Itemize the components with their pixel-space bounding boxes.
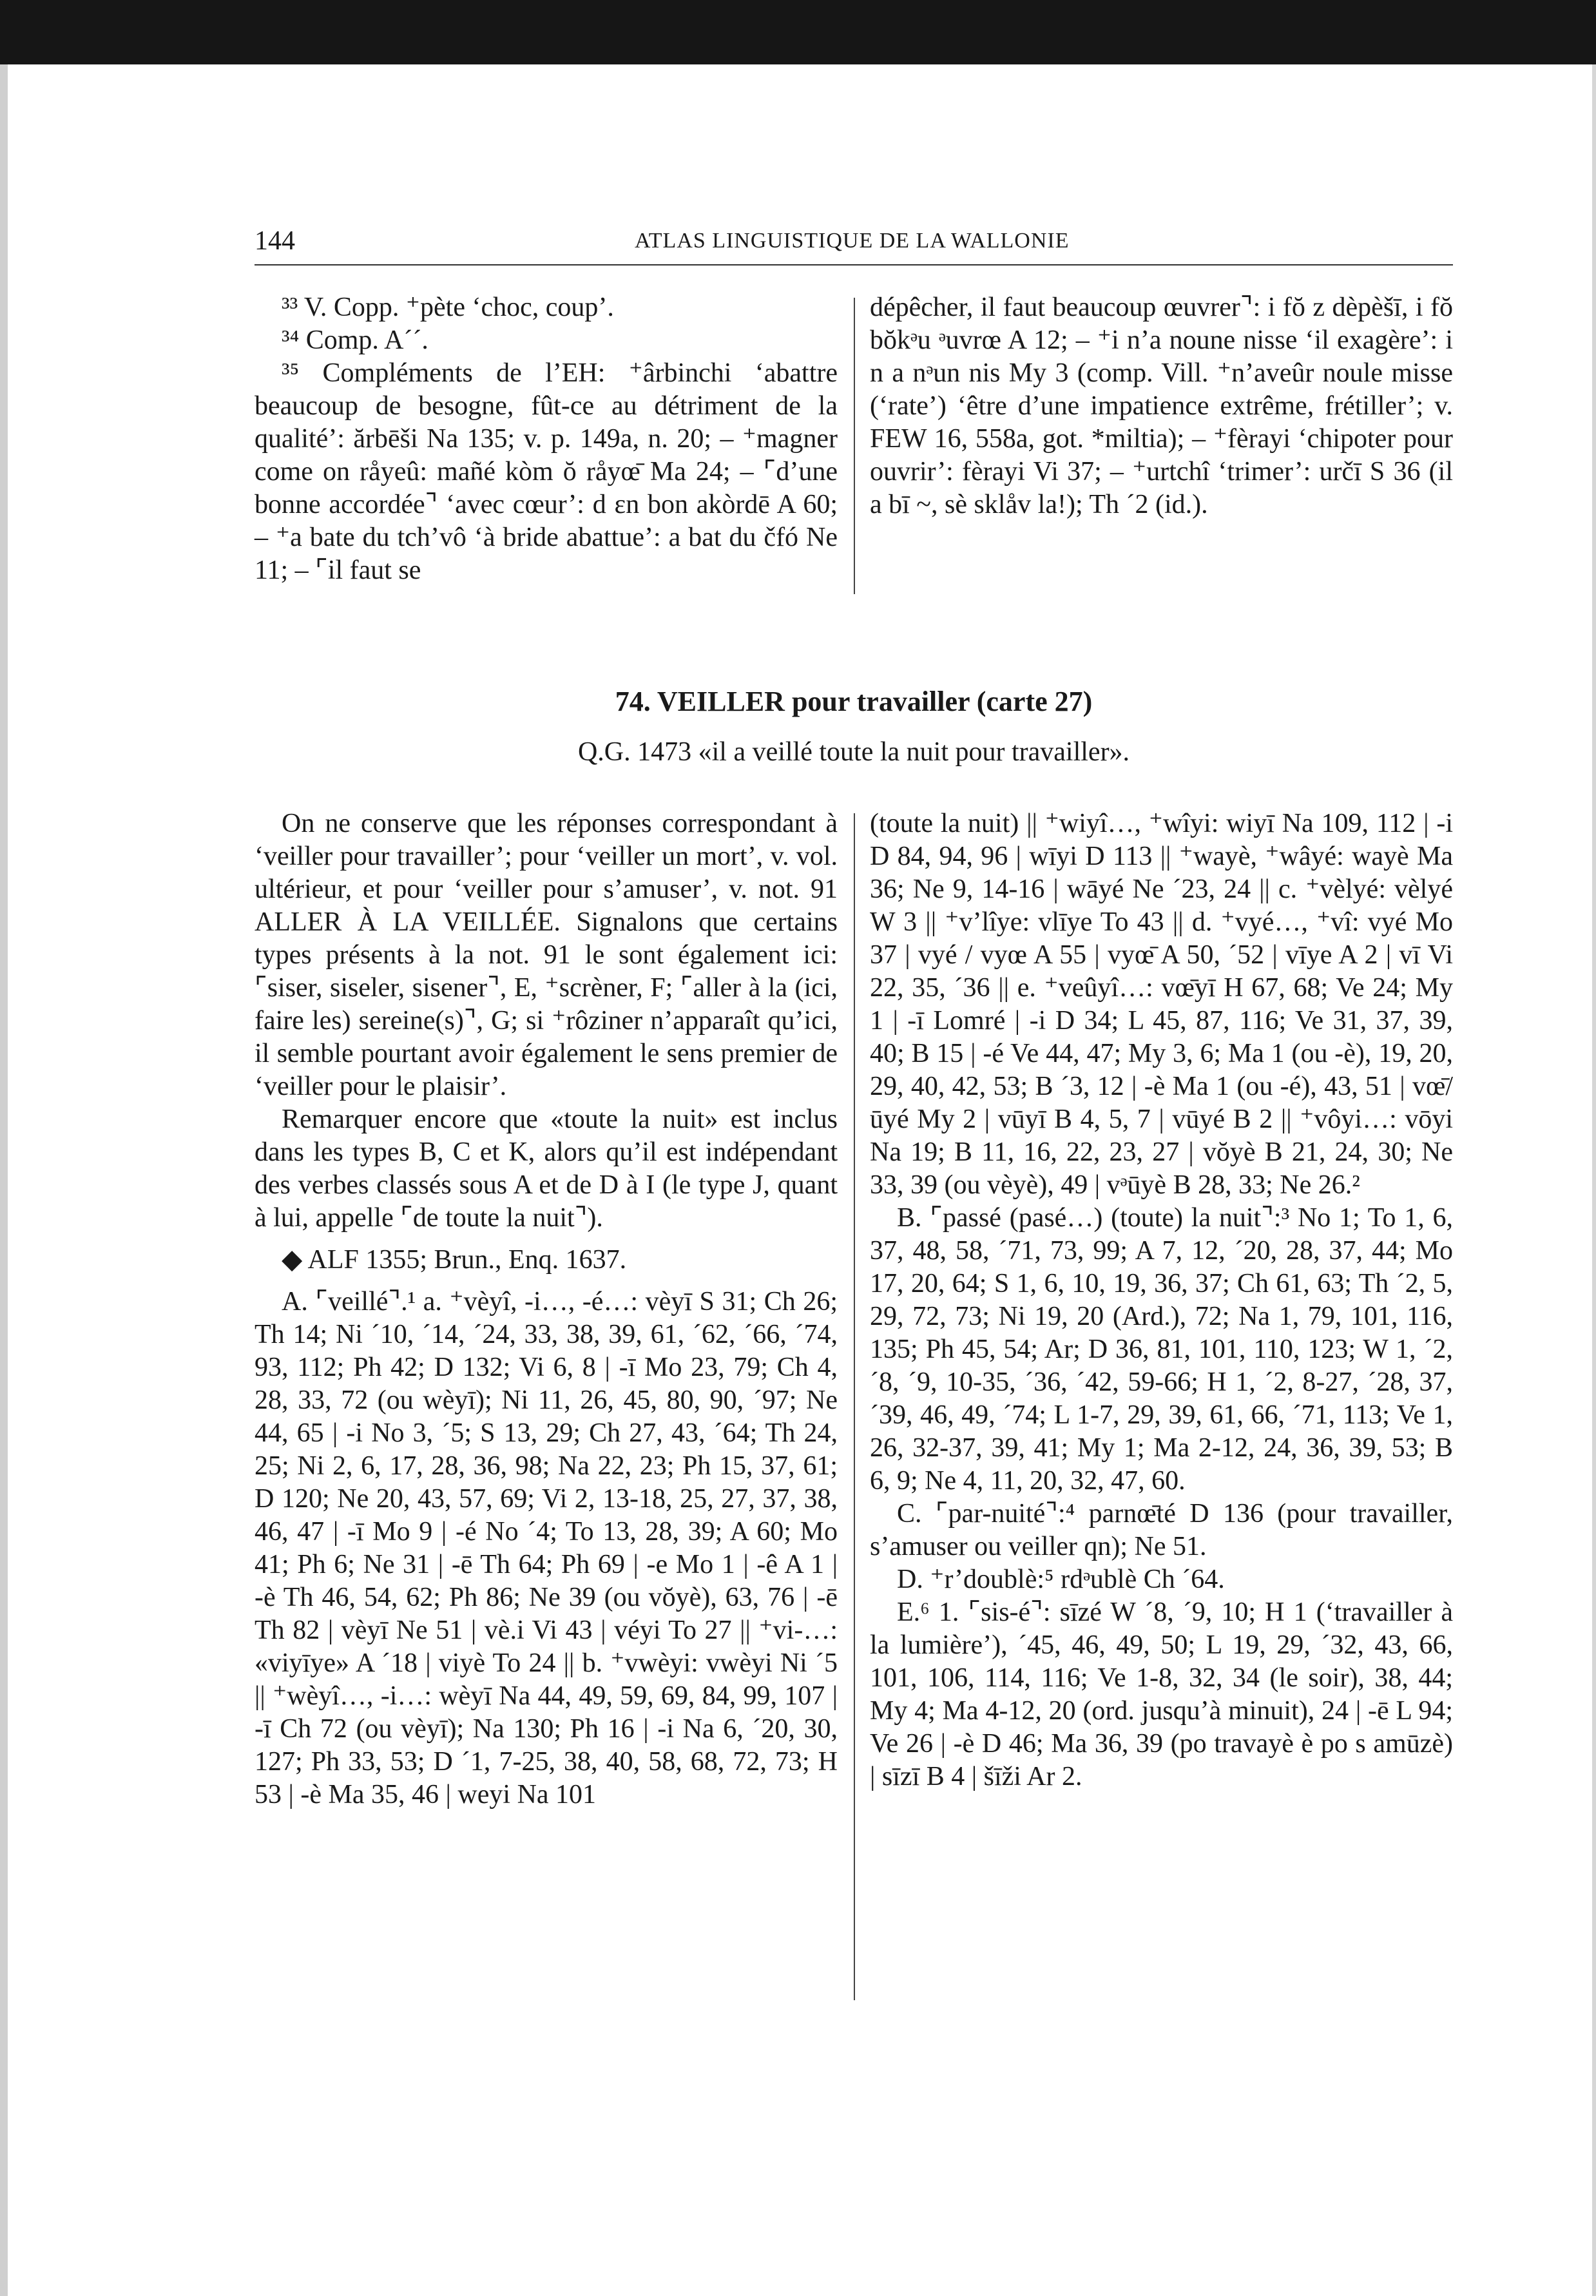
type-a-continued: (toute la nuit) || ⁺wiyî…, ⁺wîyi: wiyī Na 109, 112 | -i D 84, 94, 96 | wīyi D 113 || ⁺wayè, ⁺wâyé: wayè Ma 36; Ne 9, 14-16 | wāyé Ne ´23, 24 || c. ⁺vèlyé: vèlyé W 3 || ⁺v’lîye: vlīye To 43 || d. ⁺vyé…, ⁺vî: vyé Mo 37 | vyé / vyœ A 55 | vyœ̄ A 50, ´52 | vīye A 2 | vī Vi 22, 35, ´36 || e. ⁺veûyî…: vœ̄yī H 67, 68; Ve 24; My 1 | -ī Lomré | -i D 34; L 45, 87, 116; Ve 31, 37, 39, 40; B 15 | -é Ve 44, 47; My 3, 6; Ma 1 (ou -è), 19, 20, 29, 40, 42, 53; B ´3, 12 | -è Ma 1 (ou -é), 43, 51 | vœ̄/ūyé My 2 | vūyī B 4, 5, 7 | vūyé B 2 || ⁺vôyi…: vōyi Na 19; B 11, 16, 22, 23, 27 | vŏyè B 21, 24, 30; Ne 33, 39 (ou vèyè), 49 | vᵊūyè B 28, 33; Ne 26.² [870, 809, 1453, 1200]
body-left-column [255, 807, 838, 1811]
running-title: ATLAS LINGUISTIQUE DE LA WALLONIE [635, 229, 1070, 253]
footnote-column-rule [854, 298, 855, 594]
page-number: 144 [255, 226, 295, 256]
footnote-35: ³⁵ Compléments de l’EH: ⁺ârbinchi ‘abattre beaucoup de besogne, fût-ce au détriment de la qualité’: ărbēši Na 135; v. p. 149a, n. 20; – ⁺magner come on råyeû: mañé kòm ŏ råyœ̄ Ma 24; – ⌜d’une bonne accordée⌝ ‘avec cœur’: d ɛn bon akòrdē A 60; – ⁺a bate du tch’vô ‘à bride abattue’: a bat du čfó Ne 11; – ⌜il faut se [255, 358, 838, 585]
scan-left-edge [0, 64, 8, 2296]
type-d-paragraph: D. ⁺r’doublè:⁵ rdᵊublè Ch ´64. [897, 1565, 1225, 1594]
footnotes-right-column [870, 291, 1453, 521]
remark-paragraph: Remarquer encore que «toute la nuit» est inclus dans les types B, C et K, alors qu’il est indépendant des verbes classés sous A et de D à I (le type J, quant à lui, appelle ⌜de toute la nuit⌝). [255, 1105, 838, 1233]
footnotes-left-column [255, 291, 838, 587]
type-a-paragraph: A. ⌜veillé⌝.¹ a. ⁺vèyî, -i…, -é…: vèyī S 31; Ch 26; Th 14; Ni ´10, ´14, ´24, 33, 38, 39, 61, ´62, ´66, ´74, 93, 112; Ph 42; D 132; Vi 6, 8 | -ī Mo 23, 79; Ch 4, 28, 33, 72 (ou wèyī); Ni 11, 26, 45, 80, 90, ´97; Ne 44, 65 | -i No 3, ´5; S 13, 29; Ch 27, 43, ´64; Th 24, 25; Ni 2, 6, 17, 28, 36, 98; Na 22, 23; Ph 15, 37, 61; D 120; Ne 20, 43, 57, 69; Vi 2, 13-18, 25, 27, 37, 38, 46, 47 | -ī Mo 9 | -é No ´4; To 13, 28, 39; A 60; Mo 41; Ph 6; Ne 31 | -ē Th 64; Ph 69 | -e Mo 1 | -ê A 1 | -è Th 46, 54, 62; Ph 86; Ne 39 (ou vŏyè), 63, 76 | -ē Th 82 | vèyī Ne 51 | vè.i Vi 43 | véyi To 27 || ⁺vi-…: «viyīye» A ´18 | viyè To 24 || b. ⁺vwèyi: vwèyi Ni ´5 || ⁺wèyî…, -i…: wèyī Na 44, 49, 59, 69, 84, 99, 107 | -ī Ch 72 (ou vèyī); Na 130; Ph 16 | -i Na 6, ´20, 30, 127; Ph 33, 53; D ´1, 7-25, 38, 40, 58, 68, 72, 73; H 53 | -è Ma 35, 46 | weyi Na 101 [255, 1287, 838, 1809]
questionnaire-reference: Q.G. 1473 «il a veillé toute la nuit pour travailler». [577, 737, 1130, 767]
footnote-34: ³⁴ Comp. A´´. [282, 325, 428, 355]
footnote-33: ³³ V. Copp. ⁺pète ‘choc, coup’. [282, 293, 614, 322]
footnote-35-continued: dépêcher, il faut beaucoup œuvrer⌝: i fŏ z dèpèšī, i fŏ bŏkᵊu ᵊuvrœ A 12; – ⁺i n’a noune nisse ‘il exagère’: i n a nᵊun nis My 3 (comp. Vill. ⁺n’aveûr noule misse (‘rate’) ‘être d’une impatience extrême, frétiller’; v. FEW 16, 558a, got. *miltia); – ⁺fèrayi ‘chipoter pour ouvrir’: fèrayi Vi 37; – ⁺urtchî ‘trimer’: určī S 36 (il a bī ~, sè sklåv la!); Th ´2 (id.). [870, 293, 1453, 519]
type-b-paragraph: B. ⌜passé (pasé…) (toute) la nuit⌝:³ No 1; To 1, 6, 37, 48, 58, ´71, 73, 99; A 7, 12, ´20, 28, 37, 44; Mo 17, 20, 64; S 1, 6, 10, 19, 36, 37; Ch 61, 63; Th ´2, 5, 29, 72, 73; Ni 19, 20 (Ard.), 72; Na 1, 79, 101, 116, 135; Ph 45, 54; Ar; D 36, 81, 101, 110, 123; W 1, ´2, ´8, ´9, 10-35, ´36, ´42, 59-66; H 1, ´2, 8-27, ´28, 37, ´39, 46, 49, ´74; L 1-7, 29, 39, 61, 66, ´71, 113; Ve 1, 26, 32-37, 39, 41; My 1; Ma 2-12, 24, 36, 39, 53; B 6, 9; Ne 4, 11, 20, 32, 47, 60. [870, 1203, 1453, 1496]
body-right-column [870, 807, 1453, 1793]
scan-top-border [0, 0, 1596, 64]
running-header [255, 226, 1453, 265]
intro-paragraph: On ne conserve que les réponses correspondant à ‘veiller pour travailler’; pour ‘veiller un mort’, v. vol. ultérieur, et pour ‘veiller pour s’amuser’, v. not. 91 ALLER À LA VEILLÉE. Signalons que certains types présents à la not. 91 le sont également ici: ⌜siser, siseler, sisener⌝, E, ⁺scrèner, F; ⌜aller à la (ici, faire les) sereine(s)⌝, G; si ⁺rôziner n’apparaît qu’ici, il semble pourtant avoir également le sens premier de ‘veiller pour le plaisir’. [255, 809, 838, 1101]
body-column-rule [854, 813, 855, 2000]
references-paragraph: ◆ ALF 1355; Brun., Enq. 1637. [282, 1245, 627, 1275]
type-c-paragraph: C. ⌜par-nuité⌝:⁴ parnœ̄té D 136 (pour travailler, s’amuser ou veiller qn); Ne 51. [870, 1499, 1453, 1561]
scan-right-edge [1592, 64, 1596, 2296]
type-e-paragraph: E.⁶ 1. ⌜sis-é⌝: sīzé W ´8, ´9, 10; H 1 (‘travailler à la lumière’), ´45, 46, 49, 50; L 19, 29, ´32, 43, 66, 101, 106, 114, 116; Ve 1-8, 32, 34 (le soir), 38, 44; My 4; Ma 4-12, 20 (ord. jusqu’à minuit), 24 | -ē L 94; Ve 26 | -è D 46; Ma 36, 39 (po travayè è po s amūzè) | sīzī B 4 | šīži Ar 2. [870, 1597, 1453, 1791]
section-title: 74. VEILLER pour travailler (carte 27) [615, 686, 1093, 717]
